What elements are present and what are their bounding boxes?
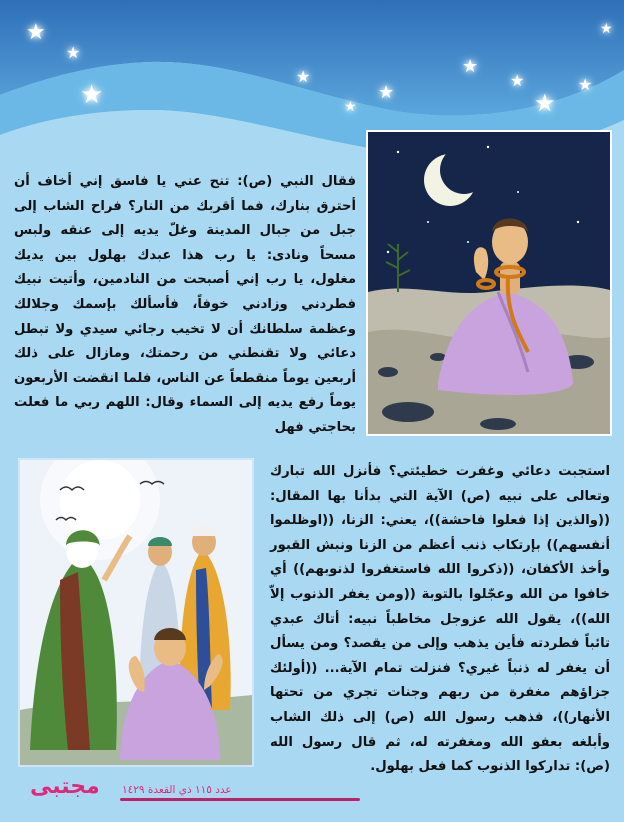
page-footer: [30, 776, 360, 804]
star-icon: ★: [534, 89, 556, 117]
illustration-praying-at-night: [366, 130, 612, 436]
magazine-logo: مجتبى: [30, 774, 100, 799]
night-scene: [368, 132, 610, 434]
issue-info: عدد ١١٥ ذي القعدة ١٤٢٩: [122, 784, 232, 796]
star-icon: ★: [578, 75, 593, 94]
paragraph-text: فقال النبي (ص): تنح عني يا فاسق إني أخاف أن أحترق بنارك، فما أقربك من النار؟ فراح الشاب إلى جبل من جبال المدينة وغلّ يديه إلى عنقه ولبس مسحاً ونادى: يا رب هذا عبدك بهلول بين يديك مغلول، يا رب إني أصبحت من النادمين، وأتيت نبيك فطردني وزادني خوفاً، فأسألك بإسمك وجلالك وعظمة سلطانك أن لا تخيب رجائي سيدي ولا تبطل دعائي ولا تقنطني من رحمتك، ومازال على ذلك أربعين يوماً منقطعاً عن الناس، فلما انقضت الأربعون يوماً رفع يديه إلى السماء وقال: اللهم ربي ما فعلت بحاجتي فهل: [14, 174, 356, 435]
paragraph-text: استجبت دعائي وغفرت خطيئتي؟ فأنزل الله تبارك وتعالى على نبيه (ص) الآية التي بدأنا بها المقال: ((والذين إذا فعلوا فاحشة))، يعني: الزنا، ((اوظلموا أنفسهم)) بإرتكاب ذنب أعظم من الزنا ونبش القبور وأخذ الأكفان، ((ذكروا الله فاستغفروا لذنوبهم)) أي خافوا من الله وعجّلوا بالتوبة ((ومن يغفر الذنوب إلاّ الله))، يقول الله عزوجل مخاطباً نبيه: أتاك عبدي تائباً فطردته فأين يذهب وإلى من يقصد؟ ومن يسأل أن يغفر له ذنباً غيري؟ فنزلت تمام الآية... ((أولئك جزاؤهم مغفرة من ربهم وجنات تجري من تحتها الأنهار))، فذهب رسول الله (ص) إلى ذلك الشاب وأبلغه بعفو الله ومغفرته له، ثم قال رسول الله (ص): تداركوا الذنوب كما فعل بهلول.: [270, 464, 610, 775]
star-icon: ★: [344, 99, 357, 115]
illustration-forgiveness-scene: [18, 458, 254, 767]
footer-divider: [120, 798, 360, 801]
star-icon: ★: [462, 56, 479, 77]
star-icon: ★: [66, 43, 81, 62]
star-icon: ★: [80, 80, 104, 110]
story-paragraph-2: [270, 460, 610, 780]
star-icon: ★: [378, 82, 395, 103]
star-icon: ★: [600, 21, 613, 37]
star-icon: ★: [510, 71, 525, 90]
star-icon: ★: [296, 67, 311, 86]
forgiveness-scene: [20, 460, 252, 765]
story-paragraph-1: [14, 170, 356, 441]
star-icon: ★: [26, 20, 46, 45]
